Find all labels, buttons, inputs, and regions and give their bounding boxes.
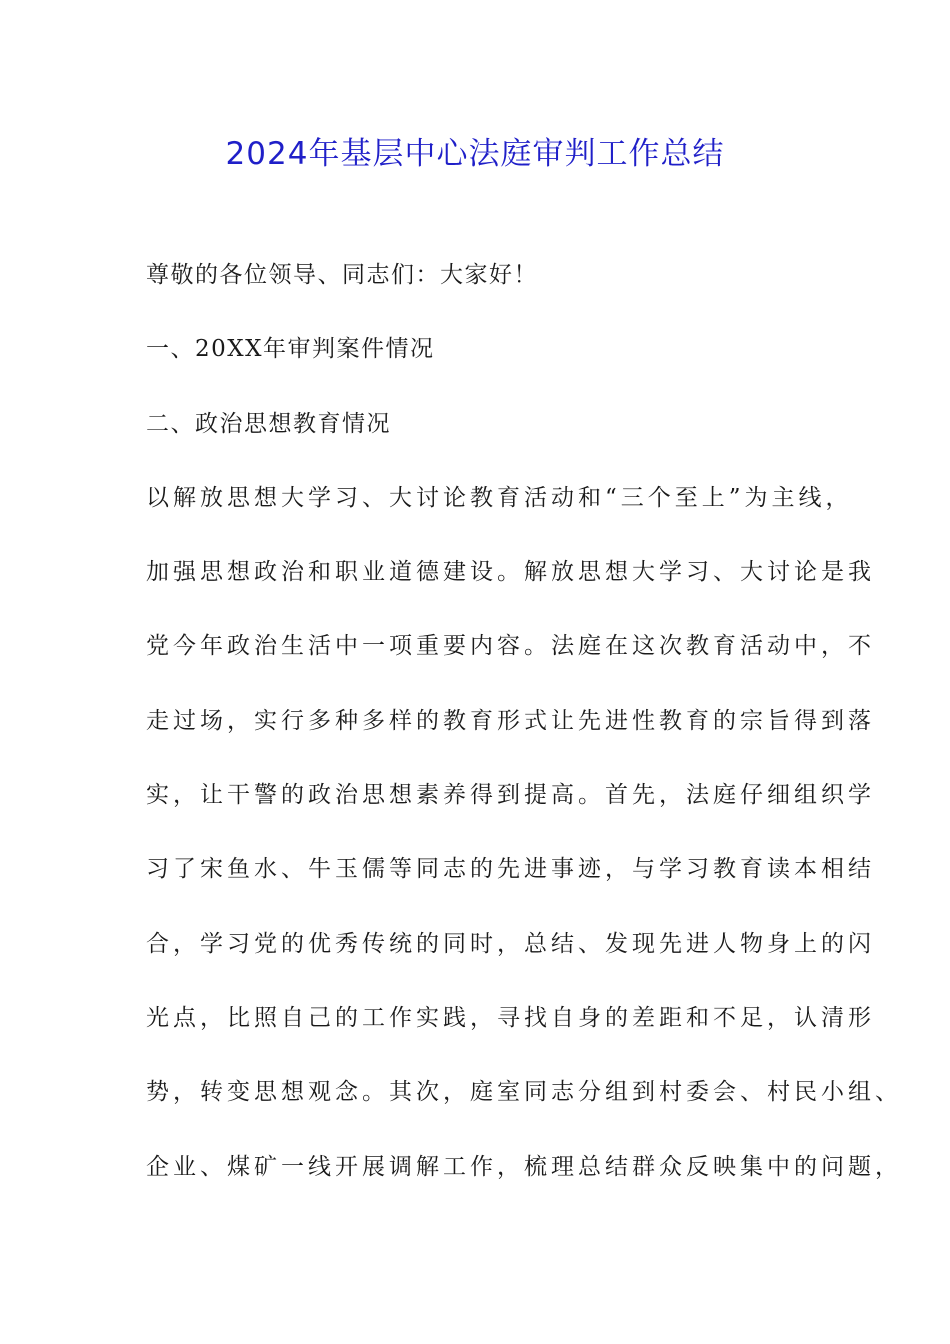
- paragraph-line: 加强思想政治和职业道德建设。解放思想大学习、大讨论是我: [146, 559, 875, 586]
- document-title: 2024年基层中心法庭审判工作总结: [225, 136, 725, 172]
- section-heading-2: 二、政治思想教育情况: [146, 410, 391, 437]
- paragraph-line: 合，学习党的优秀传统的同时，总结、发现先进人物身上的闪: [146, 930, 875, 957]
- document-body: [146, 238, 902, 1204]
- paragraph-line: 势，转变思想观念。其次，庭室同志分组到村委会、村民小组、: [146, 1079, 902, 1106]
- paragraph-line: 走过场，实行多种多样的教育形式让先进性教育的宗旨得到落: [146, 707, 875, 734]
- paragraph-line: 企业、煤矿一线开展调解工作，梳理总结群众反映集中的问题，: [146, 1153, 902, 1180]
- paragraph-line: 习了宋鱼水、牛玉儒等同志的先进事迹，与学习教育读本相结: [146, 856, 875, 883]
- paragraph-line: 党今年政治生活中一项重要内容。法庭在这次教育活动中，不: [146, 633, 875, 660]
- greeting-line: 尊敬的各位领导、同志们：大家好！: [146, 262, 538, 288]
- section-heading-1: 一、20XX年审判案件情况: [146, 336, 435, 363]
- paragraph-line: 实，让干警的政治思想素养得到提高。首先，法庭仔细组织学: [146, 782, 875, 809]
- paragraph-line: 以解放思想大学习、大讨论教育活动和“三个至上”为主线，: [146, 484, 853, 511]
- paragraph-line: 光点，比照自己的工作实践，寻找自身的差距和不足，认清形: [146, 1004, 875, 1031]
